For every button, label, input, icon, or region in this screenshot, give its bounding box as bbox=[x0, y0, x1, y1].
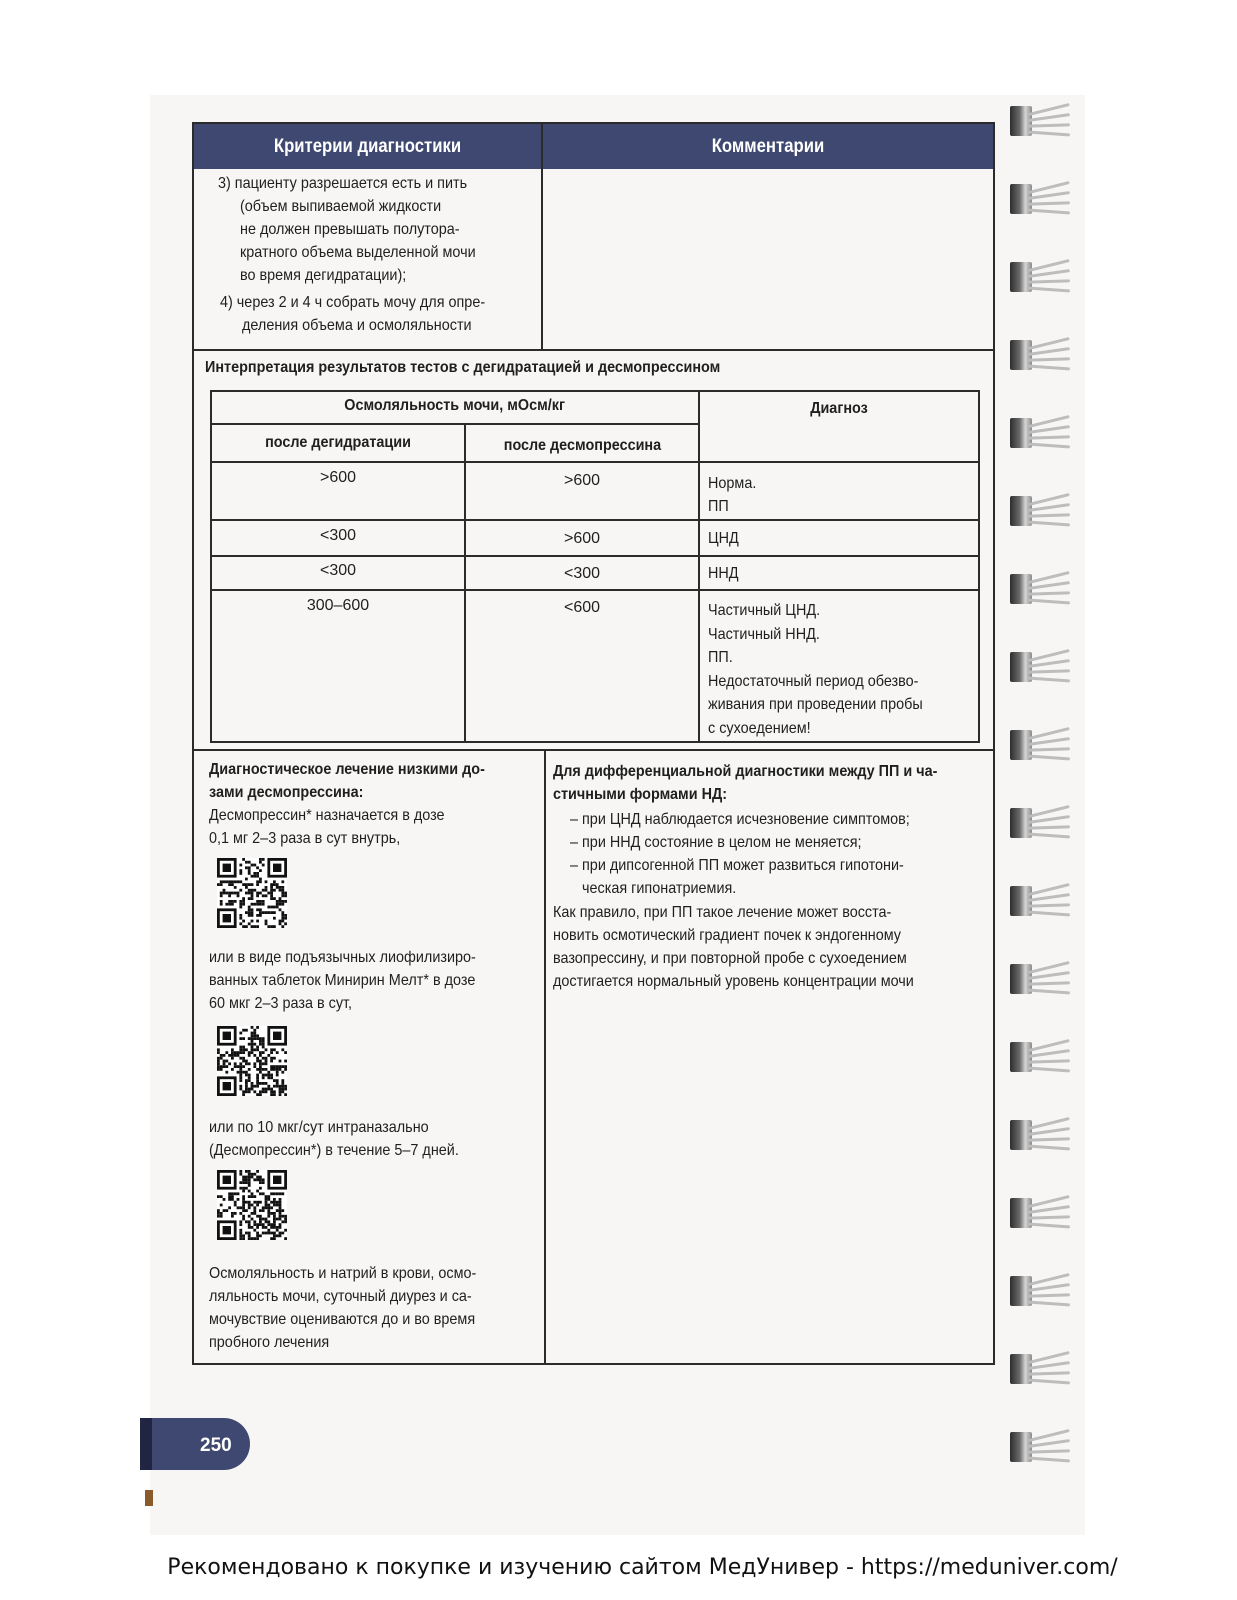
row1-a: >600 bbox=[319, 469, 357, 486]
binding-ring bbox=[1010, 958, 1072, 1002]
header-comments: Комментарии bbox=[543, 124, 993, 169]
binding-ring bbox=[1010, 568, 1072, 612]
binding-ring bbox=[1010, 1426, 1072, 1470]
left-block-p2: или в виде подъязычных лиофилизиро- ванных таблеток Минирин Мелт* в дозе 60 мкг 2–3 раза в сут, bbox=[209, 949, 476, 1012]
binding-ring bbox=[1010, 490, 1072, 534]
row2-c: ЦНД bbox=[708, 530, 739, 547]
binding-ring bbox=[1010, 334, 1072, 378]
qr-code-icon[interactable] bbox=[217, 858, 287, 928]
binding-ring bbox=[1010, 880, 1072, 924]
after-dehydration-header: после дегидратации bbox=[265, 434, 411, 451]
row3-b: <300 bbox=[563, 565, 601, 582]
row2-b: >600 bbox=[563, 530, 601, 547]
row4-a: 300–600 bbox=[306, 597, 370, 614]
row2-a: <300 bbox=[319, 527, 357, 544]
interpretation-title: Интерпретация результатов тестов с дегидратацией и десмопрессином bbox=[205, 359, 721, 376]
after-desmopressin-header: после десмопрессина bbox=[503, 437, 661, 454]
step-4: 4) через 2 и 4 ч собрать мочу для опре- деления объема и осмоляльности bbox=[220, 294, 486, 334]
qr-code-icon[interactable] bbox=[217, 1170, 287, 1240]
page-number: 250 bbox=[200, 1435, 232, 1456]
step-3: 3) пациенту разрешается есть и пить (объем выпиваемой жидкости не должен превышать полутора- кратного объема выделенной мочи во время дегидратации); bbox=[218, 175, 476, 284]
binding-ring bbox=[1010, 1192, 1072, 1236]
footer-recommendation[interactable]: Рекомендовано к покупке и изучению сайтом МедУнивер - https://meduniver.com/ bbox=[167, 1555, 1118, 1580]
spiral-binding bbox=[1010, 100, 1085, 1500]
row1-c: Норма. ПП bbox=[708, 475, 757, 515]
left-block-p3: или по 10 мкг/сут интраназально (Десмопрессин*) в течение 5–7 дней. bbox=[209, 1119, 459, 1159]
row4-b: <600 bbox=[563, 599, 601, 616]
binding-ring bbox=[1010, 1348, 1072, 1392]
binding-ring bbox=[1010, 1114, 1072, 1158]
binding-ring bbox=[1010, 412, 1072, 456]
binding-ring bbox=[1010, 100, 1072, 144]
interpretation-table bbox=[210, 390, 980, 743]
row3-c: ННД bbox=[708, 565, 739, 582]
left-block-p1: Десмопрессин* назначается в дозе 0,1 мг 2–3 раза в сут внутрь, bbox=[209, 807, 445, 847]
right-block-bullets: – при ЦНД наблюдается исчезновение симптомов; – при ННД состояние в целом не меняется; – при дипсогенной ПП может развиться гипотони- ческая гипонатриемия. bbox=[570, 811, 910, 897]
binding-ring bbox=[1010, 1036, 1072, 1080]
osmolality-header: Осмоляльность мочи, мОсм/кг bbox=[344, 397, 566, 414]
left-block-p4: Осмоляльность и натрий в крови, осмо- ляльность мочи, суточный диурез и са- мочувствие оцениваются до и во время пробного лечения bbox=[209, 1265, 477, 1351]
binding-ring bbox=[1010, 646, 1072, 690]
row1-b: >600 bbox=[563, 472, 601, 489]
edge-mark bbox=[145, 1490, 153, 1506]
right-block-paragraph: Как правило, при ПП такое лечение может восста- новить осмотический градиент почек к эндогенному вазопрессину, и при повторной пробе с сухоедением достигается нормальный уровень концентрации мочи bbox=[553, 904, 914, 990]
header-criteria: Критерии диагностики bbox=[194, 124, 541, 169]
binding-ring bbox=[1010, 256, 1072, 300]
right-block-title: Для дифференциальной диагностики между ПП и ча- стичными формами НД: bbox=[553, 763, 938, 803]
diagnosis-header: Диагноз bbox=[810, 400, 868, 417]
row4-c: Частичный ЦНД. Частичный ННД. ПП. Недостаточный период обезво- живания при проведении пробы с сухоедением! bbox=[708, 602, 923, 737]
binding-ring bbox=[1010, 724, 1072, 768]
qr-code-icon[interactable] bbox=[217, 1026, 287, 1096]
row3-a: <300 bbox=[319, 562, 357, 579]
left-block-title: Диагностическое лечение низкими до- зами десмопрессина: bbox=[209, 761, 485, 801]
binding-ring bbox=[1010, 178, 1072, 222]
binding-ring bbox=[1010, 802, 1072, 846]
page-number-tab bbox=[140, 1418, 250, 1470]
binding-ring bbox=[1010, 1270, 1072, 1314]
